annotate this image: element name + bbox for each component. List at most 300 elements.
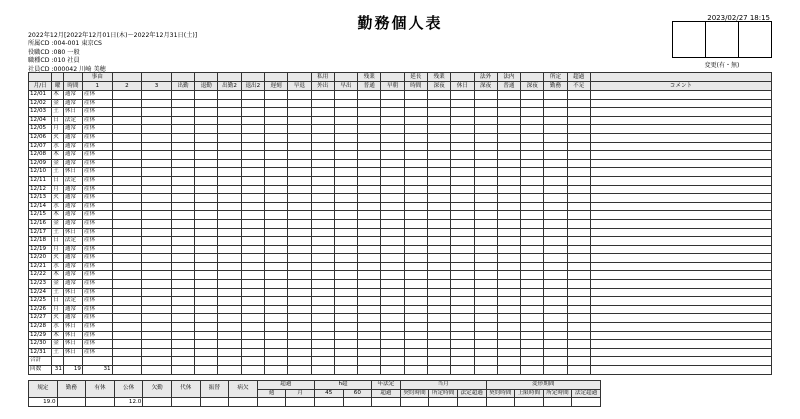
table-cell: 産休 bbox=[82, 91, 112, 100]
table-cell bbox=[112, 116, 142, 125]
table-cell bbox=[218, 219, 241, 228]
table-cell: 通常 bbox=[63, 159, 82, 168]
table-row bbox=[29, 305, 772, 314]
table-cell bbox=[544, 168, 567, 177]
page-title: 勤務個人表 bbox=[357, 14, 443, 32]
table-cell bbox=[474, 305, 497, 314]
table-cell: 土 bbox=[52, 288, 64, 297]
table-cell bbox=[544, 245, 567, 254]
table-cell bbox=[311, 331, 334, 340]
table-cell bbox=[451, 159, 474, 168]
table-cell bbox=[142, 211, 172, 220]
table-cell bbox=[451, 116, 474, 125]
table-cell bbox=[218, 262, 241, 271]
table-cell bbox=[590, 99, 771, 108]
table-cell bbox=[171, 91, 194, 100]
table-cell bbox=[334, 348, 357, 357]
table-cell bbox=[567, 314, 590, 323]
table-cell: 火 bbox=[52, 133, 64, 142]
count-cell bbox=[427, 366, 450, 375]
count-cell bbox=[241, 366, 264, 375]
table-cell bbox=[497, 185, 520, 194]
table-cell bbox=[288, 219, 311, 228]
table-cell: 休日 bbox=[63, 288, 82, 297]
table-cell bbox=[451, 211, 474, 220]
table-cell bbox=[521, 151, 544, 160]
table-cell bbox=[590, 280, 771, 289]
table-cell bbox=[427, 314, 450, 323]
table-cell bbox=[112, 348, 142, 357]
summary-group-header: 年法定 bbox=[372, 381, 401, 390]
table-cell bbox=[427, 151, 450, 160]
table-cell bbox=[288, 176, 311, 185]
table-cell bbox=[427, 142, 450, 151]
table-cell bbox=[195, 262, 218, 271]
table-cell bbox=[427, 348, 450, 357]
table-cell bbox=[142, 288, 172, 297]
summary-value-cell bbox=[229, 398, 258, 407]
employee-text: 社員CD :000042 川崎 美穂 bbox=[28, 65, 106, 73]
table-cell bbox=[241, 348, 264, 357]
table-cell bbox=[358, 323, 381, 332]
table-cell: 通常 bbox=[63, 91, 82, 100]
table-cell bbox=[218, 185, 241, 194]
summary-column-header: 週 bbox=[257, 389, 286, 398]
table-cell: 土 bbox=[52, 168, 64, 177]
table-cell: 12/19 bbox=[29, 245, 52, 254]
count-cell bbox=[521, 366, 544, 375]
table-cell bbox=[218, 176, 241, 185]
table-cell bbox=[567, 211, 590, 220]
table-cell bbox=[474, 323, 497, 332]
table-cell: 産休 bbox=[82, 176, 112, 185]
table-cell: 火 bbox=[52, 254, 64, 263]
table-cell bbox=[171, 176, 194, 185]
table-cell bbox=[474, 271, 497, 280]
column-header: 1 bbox=[82, 82, 112, 91]
table-cell bbox=[311, 116, 334, 125]
table-cell: 産休 bbox=[82, 211, 112, 220]
column-group-header bbox=[218, 73, 241, 82]
table-cell bbox=[334, 125, 357, 134]
table-cell bbox=[171, 262, 194, 271]
table-cell bbox=[195, 116, 218, 125]
table-cell bbox=[567, 159, 590, 168]
table-cell bbox=[544, 202, 567, 211]
table-cell bbox=[381, 297, 404, 306]
table-cell bbox=[381, 305, 404, 314]
table-cell bbox=[171, 245, 194, 254]
table-cell bbox=[311, 297, 334, 306]
table-cell bbox=[451, 254, 474, 263]
table-cell bbox=[497, 297, 520, 306]
column-group-header bbox=[521, 73, 544, 82]
table-cell bbox=[474, 357, 497, 366]
table-cell bbox=[427, 125, 450, 134]
table-cell bbox=[521, 357, 544, 366]
table-cell bbox=[404, 288, 427, 297]
table-cell bbox=[567, 142, 590, 151]
table-cell bbox=[112, 108, 142, 117]
table-cell: 産休 bbox=[82, 202, 112, 211]
column-header: 早朝 bbox=[381, 82, 404, 91]
table-cell: 12/23 bbox=[29, 280, 52, 289]
table-cell: 月 bbox=[52, 185, 64, 194]
table-cell: 通常 bbox=[63, 151, 82, 160]
job-type-text: 職種CD :010 社員 bbox=[28, 57, 80, 65]
column-group-header: 私用 bbox=[311, 73, 334, 82]
table-cell bbox=[590, 211, 771, 220]
summary-column-header: 契約時間 bbox=[400, 389, 429, 398]
table-cell bbox=[112, 219, 142, 228]
table-cell: 産休 bbox=[82, 142, 112, 151]
table-cell bbox=[497, 323, 520, 332]
table-cell bbox=[381, 288, 404, 297]
table-cell: 産休 bbox=[82, 237, 112, 246]
table-cell bbox=[590, 357, 771, 366]
table-cell bbox=[474, 219, 497, 228]
table-cell bbox=[218, 151, 241, 160]
table-cell bbox=[521, 142, 544, 151]
table-cell: 金 bbox=[52, 219, 64, 228]
table-cell bbox=[241, 185, 264, 194]
table-cell bbox=[381, 176, 404, 185]
table-cell bbox=[195, 357, 218, 366]
summary-group-header: 公休 bbox=[114, 381, 143, 398]
count-cell bbox=[334, 366, 357, 375]
table-cell bbox=[171, 297, 194, 306]
summary-column-header: 法定超過 bbox=[457, 389, 486, 398]
table-cell bbox=[334, 151, 357, 160]
table-cell bbox=[142, 323, 172, 332]
attendance-table-body bbox=[29, 91, 772, 375]
table-cell bbox=[311, 280, 334, 289]
table-cell bbox=[218, 280, 241, 289]
column-group-header bbox=[264, 73, 287, 82]
table-cell bbox=[451, 142, 474, 151]
table-cell bbox=[195, 151, 218, 160]
table-cell bbox=[567, 254, 590, 263]
summary-value-cell bbox=[400, 398, 429, 407]
table-cell: 木 bbox=[52, 331, 64, 340]
table-cell bbox=[112, 125, 142, 134]
table-cell bbox=[112, 185, 142, 194]
table-cell bbox=[497, 340, 520, 349]
table-cell bbox=[241, 340, 264, 349]
table-cell bbox=[567, 202, 590, 211]
table-cell: 通常 bbox=[63, 125, 82, 134]
count-cell bbox=[218, 366, 241, 375]
table-cell bbox=[451, 340, 474, 349]
table-cell bbox=[358, 254, 381, 263]
table-cell bbox=[521, 305, 544, 314]
table-cell bbox=[544, 211, 567, 220]
period-text: 2022年12月[2022年12月01日(木)〜2022年12月31日(土)] bbox=[28, 32, 198, 39]
table-cell bbox=[567, 237, 590, 246]
table-cell: 金 bbox=[52, 99, 64, 108]
table-cell: 産休 bbox=[82, 305, 112, 314]
table-row bbox=[29, 159, 772, 168]
table-cell bbox=[171, 271, 194, 280]
table-cell: 産休 bbox=[82, 159, 112, 168]
table-cell bbox=[381, 116, 404, 125]
table-cell bbox=[195, 237, 218, 246]
table-cell bbox=[381, 194, 404, 203]
count-cell bbox=[195, 366, 218, 375]
table-cell bbox=[521, 116, 544, 125]
column-group-header bbox=[142, 73, 172, 82]
table-cell: 12/25 bbox=[29, 297, 52, 306]
table-row bbox=[29, 348, 772, 357]
column-header: 曜 bbox=[52, 82, 64, 91]
table-cell bbox=[311, 271, 334, 280]
summary-group-header: 当月 bbox=[400, 381, 486, 390]
table-cell bbox=[288, 297, 311, 306]
table-cell bbox=[567, 151, 590, 160]
table-cell: 12/30 bbox=[29, 340, 52, 349]
table-cell bbox=[404, 194, 427, 203]
table-cell bbox=[264, 116, 287, 125]
table-cell bbox=[171, 108, 194, 117]
table-cell bbox=[474, 151, 497, 160]
table-cell bbox=[142, 237, 172, 246]
table-cell bbox=[334, 142, 357, 151]
table-cell bbox=[544, 331, 567, 340]
employee-info bbox=[28, 32, 197, 74]
table-cell bbox=[171, 99, 194, 108]
table-cell bbox=[544, 314, 567, 323]
table-cell bbox=[474, 159, 497, 168]
count-cell bbox=[264, 366, 287, 375]
count-cell: 19 bbox=[63, 366, 82, 375]
table-cell bbox=[171, 185, 194, 194]
table-cell: 法定 bbox=[63, 237, 82, 246]
column-header: 2 bbox=[112, 82, 142, 91]
table-cell bbox=[241, 323, 264, 332]
table-cell bbox=[544, 271, 567, 280]
table-cell bbox=[474, 262, 497, 271]
table-cell bbox=[567, 245, 590, 254]
table-cell bbox=[358, 305, 381, 314]
table-cell bbox=[590, 116, 771, 125]
table-cell: 通常 bbox=[63, 254, 82, 263]
table-cell bbox=[288, 288, 311, 297]
table-cell bbox=[288, 314, 311, 323]
count-cell bbox=[567, 366, 590, 375]
table-cell bbox=[404, 211, 427, 220]
table-cell bbox=[142, 271, 172, 280]
table-cell bbox=[264, 159, 287, 168]
table-cell bbox=[451, 125, 474, 134]
table-cell bbox=[404, 357, 427, 366]
table-cell bbox=[427, 99, 450, 108]
table-row bbox=[29, 142, 772, 151]
table-cell bbox=[474, 168, 497, 177]
table-cell bbox=[427, 305, 450, 314]
summary-value-cell bbox=[343, 398, 372, 407]
table-cell bbox=[590, 340, 771, 349]
table-cell bbox=[544, 91, 567, 100]
table-cell bbox=[142, 228, 172, 237]
table-cell bbox=[218, 142, 241, 151]
table-cell bbox=[334, 211, 357, 220]
table-cell bbox=[497, 357, 520, 366]
table-cell bbox=[171, 323, 194, 332]
table-cell bbox=[112, 99, 142, 108]
table-cell bbox=[264, 297, 287, 306]
summary-value-cell bbox=[143, 398, 172, 407]
table-cell bbox=[218, 271, 241, 280]
table-cell: 12/17 bbox=[29, 228, 52, 237]
table-cell bbox=[218, 211, 241, 220]
table-cell bbox=[52, 357, 64, 366]
table-row bbox=[29, 280, 772, 289]
table-row bbox=[29, 185, 772, 194]
table-cell: 12/04 bbox=[29, 116, 52, 125]
table-row bbox=[29, 133, 772, 142]
table-cell: 12/26 bbox=[29, 305, 52, 314]
column-header: 退勤 bbox=[195, 82, 218, 91]
table-cell bbox=[112, 142, 142, 151]
table-cell bbox=[544, 194, 567, 203]
table-cell bbox=[112, 305, 142, 314]
summary-value-cell bbox=[314, 398, 343, 407]
table-cell bbox=[195, 348, 218, 357]
table-cell bbox=[334, 357, 357, 366]
table-cell bbox=[427, 91, 450, 100]
table-cell bbox=[497, 262, 520, 271]
table-cell bbox=[474, 228, 497, 237]
table-cell bbox=[521, 297, 544, 306]
department-text: 所属CD :004-001 東京CS bbox=[28, 40, 102, 48]
column-group-header bbox=[381, 73, 404, 82]
change-label: 変更(有・無) bbox=[704, 62, 740, 69]
table-cell bbox=[288, 133, 311, 142]
table-cell bbox=[474, 211, 497, 220]
table-cell bbox=[112, 228, 142, 237]
table-cell bbox=[427, 168, 450, 177]
table-cell bbox=[241, 228, 264, 237]
table-cell bbox=[334, 237, 357, 246]
table-cell bbox=[451, 99, 474, 108]
table-cell: 12/31 bbox=[29, 348, 52, 357]
table-cell bbox=[381, 245, 404, 254]
table-cell bbox=[451, 228, 474, 237]
table-cell bbox=[567, 185, 590, 194]
table-cell bbox=[195, 194, 218, 203]
table-cell bbox=[142, 99, 172, 108]
table-cell bbox=[474, 133, 497, 142]
column-header: 月/日 bbox=[29, 82, 52, 91]
summary-column-header: 60 bbox=[343, 389, 372, 398]
table-cell bbox=[142, 357, 172, 366]
table-cell bbox=[567, 108, 590, 117]
table-cell bbox=[544, 185, 567, 194]
table-cell: 木 bbox=[52, 91, 64, 100]
table-cell bbox=[195, 340, 218, 349]
table-cell bbox=[544, 348, 567, 357]
table-cell bbox=[241, 176, 264, 185]
table-cell bbox=[358, 116, 381, 125]
table-cell bbox=[171, 237, 194, 246]
table-cell bbox=[404, 331, 427, 340]
table-cell: 12/10 bbox=[29, 168, 52, 177]
table-cell bbox=[288, 91, 311, 100]
table-cell bbox=[497, 176, 520, 185]
table-cell bbox=[218, 357, 241, 366]
table-cell bbox=[427, 254, 450, 263]
print-datetime: 2023/02/27 18:15 bbox=[707, 14, 770, 22]
table-cell bbox=[241, 331, 264, 340]
table-cell bbox=[451, 194, 474, 203]
table-cell bbox=[521, 133, 544, 142]
summary-value-cell: 19.0 bbox=[29, 398, 58, 407]
table-cell bbox=[404, 108, 427, 117]
table-cell bbox=[381, 91, 404, 100]
table-cell bbox=[590, 271, 771, 280]
table-cell bbox=[171, 168, 194, 177]
table-cell bbox=[288, 99, 311, 108]
table-cell bbox=[358, 211, 381, 220]
table-cell bbox=[171, 194, 194, 203]
table-cell: 産休 bbox=[82, 194, 112, 203]
table-cell bbox=[218, 245, 241, 254]
table-cell bbox=[142, 108, 172, 117]
table-cell bbox=[521, 271, 544, 280]
table-cell bbox=[358, 185, 381, 194]
table-cell bbox=[521, 237, 544, 246]
summary-group-header: 超過 bbox=[257, 381, 314, 390]
table-cell bbox=[311, 314, 334, 323]
table-cell bbox=[218, 348, 241, 357]
table-cell bbox=[142, 159, 172, 168]
table-cell bbox=[334, 280, 357, 289]
table-cell bbox=[451, 91, 474, 100]
table-cell bbox=[381, 168, 404, 177]
table-cell bbox=[544, 262, 567, 271]
column-group-header bbox=[52, 73, 64, 82]
table-cell bbox=[497, 288, 520, 297]
table-cell bbox=[497, 202, 520, 211]
table-cell: 12/01 bbox=[29, 91, 52, 100]
table-cell bbox=[567, 271, 590, 280]
table-cell bbox=[381, 99, 404, 108]
table-cell bbox=[112, 357, 142, 366]
summary-value-cell: 12.0 bbox=[114, 398, 143, 407]
table-cell bbox=[288, 202, 311, 211]
table-cell bbox=[241, 245, 264, 254]
table-cell bbox=[218, 237, 241, 246]
table-cell bbox=[497, 271, 520, 280]
table-cell bbox=[264, 194, 287, 203]
table-cell bbox=[521, 185, 544, 194]
table-cell bbox=[112, 323, 142, 332]
stamp-cell bbox=[738, 22, 771, 57]
table-cell bbox=[264, 176, 287, 185]
header-row-2 bbox=[29, 82, 772, 91]
table-cell bbox=[334, 133, 357, 142]
table-cell bbox=[358, 99, 381, 108]
table-cell bbox=[63, 357, 82, 366]
table-cell bbox=[288, 194, 311, 203]
table-cell bbox=[404, 348, 427, 357]
table-row bbox=[29, 168, 772, 177]
column-header: 深夜 bbox=[474, 82, 497, 91]
table-cell: 産休 bbox=[82, 331, 112, 340]
table-row bbox=[29, 288, 772, 297]
table-cell bbox=[241, 237, 264, 246]
summary-group-header: 変形期間 bbox=[486, 381, 601, 390]
